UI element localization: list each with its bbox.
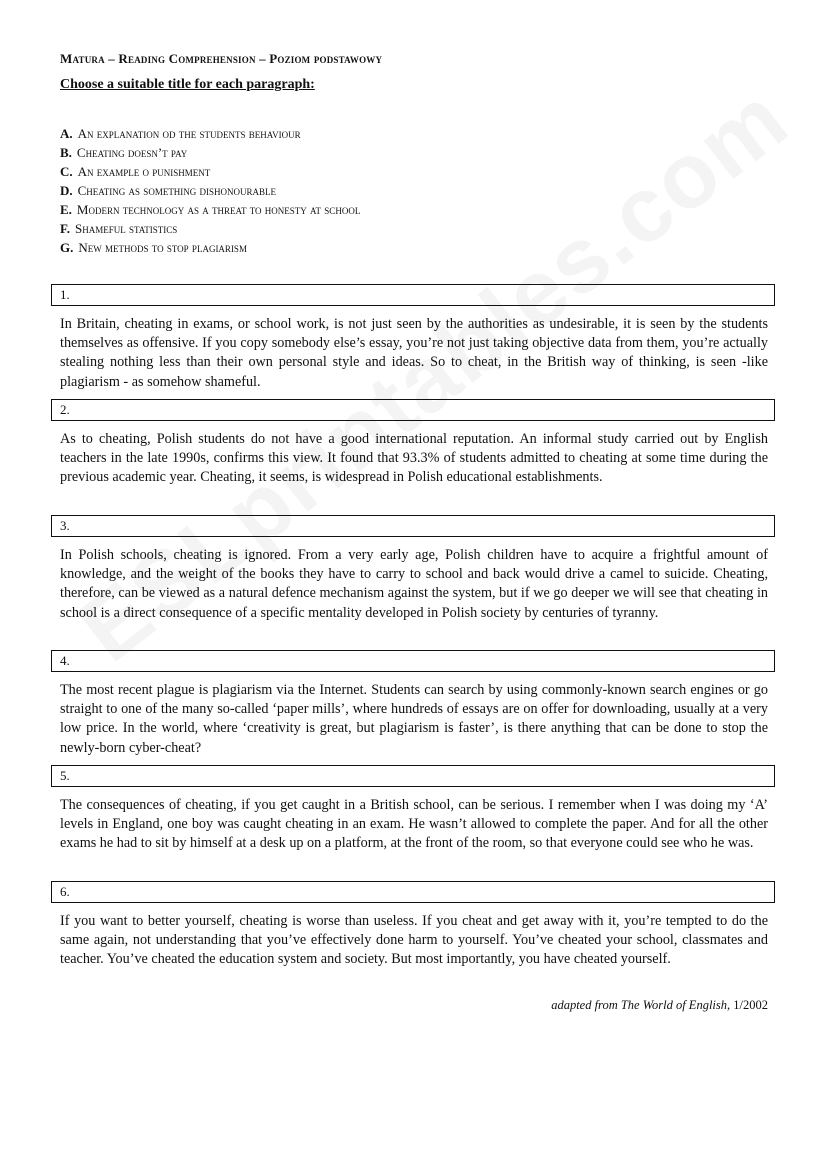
option-text: An explanation od the students behaviour (77, 126, 301, 141)
source-title: adapted from The World of English (551, 998, 728, 1012)
source-citation (551, 998, 768, 1013)
answer-box-4[interactable]: 4. (51, 650, 775, 672)
option-letter: A. (60, 126, 73, 141)
option-f (60, 219, 360, 238)
paragraph-1: In Britain, cheating in exams, or school work, is not just seen by the authorities as undesirable, it is seen by the students themselves as offensive. If you copy somebody else’s essay, you’re not just taking objective data from them, you’re actually stealing nothing less than their own personal style and ideas. So to cheat, in the British way of thinking, is seen -like plagiarism - as somehow shameful. (60, 316, 768, 390)
option-letter: B. (60, 145, 72, 160)
option-text: Cheating as something dishonourable (77, 183, 277, 198)
option-a (60, 124, 360, 143)
source-issue: , 1/2002 (727, 998, 768, 1012)
title-options-list (60, 124, 360, 257)
option-d (60, 181, 360, 200)
option-g (60, 238, 360, 257)
paragraph-6: If you want to better yourself, cheating is worse than useless. If you cheat and get away with it, you’re tempted to do the same again, not understanding that you’ve effectively done harm to yourself. You’ve cheated your school, classmates and teacher. You’ve cheated the education system and society. But most importantly, you have cheated yourself. (60, 913, 768, 968)
option-letter: C. (60, 164, 73, 179)
option-letter: F. (60, 221, 70, 236)
option-text: An example o punishment (77, 164, 211, 179)
option-text: Cheating doesn’t pay (76, 145, 188, 160)
answer-box-5[interactable]: 5. (51, 765, 775, 787)
option-e (60, 200, 360, 219)
answer-box-1[interactable]: 1. (51, 284, 775, 306)
option-c (60, 162, 360, 181)
instruction: Choose a suitable title for each paragraph: (60, 77, 315, 92)
answer-box-6[interactable]: 6. (51, 881, 775, 903)
option-letter: E. (60, 202, 72, 217)
option-letter: D. (60, 183, 73, 198)
option-text: Modern technology as a threat to honesty at school (76, 202, 361, 217)
paragraph-2: As to cheating, Polish students do not have a good international reputation. An informal study carried out by English teachers in the late 1990s, confirms this view. It found that 93.3% of students admitted to cheating at some time during the previous academic year. Cheating, it seems, is widespread in Polish educational establishments. (60, 431, 768, 486)
option-b (60, 143, 360, 162)
option-text: New methods to stop plagiarism (78, 240, 247, 255)
answer-box-3[interactable]: 3. (51, 515, 775, 537)
option-letter: G. (60, 240, 74, 255)
paragraph-5: The consequences of cheating, if you get caught in a British school, can be serious. I remember when I was doing my ‘A’ levels in England, one boy was caught cheating in an exam. He wasn’t allowed to complete the paper. And for all the other exams he had to sit by himself at a desk up on a platform, at the front of the room, so that everyone could see who he was. (60, 797, 768, 852)
page-header: Matura – Reading Comprehension – Poziom podstawowy (60, 51, 383, 66)
paragraph-3: In Polish schools, cheating is ignored. From a very early age, Polish children have to acquire a frightful amount of knowledge, and the weight of the books they have to carry to school and back would drive a camel to suicide. Cheating, therefore, can be viewed as a natural defence mechanism against the system, but if we go deeper we will see that cheating in school is a direct consequence of a specific mentality developed in Polish society by centuries of tyranny. (60, 547, 768, 621)
option-text: Shameful statistics (75, 221, 178, 236)
paragraph-4: The most recent plague is plagiarism via the Internet. Students can search by using commonly-known search engines or go straight to one of the many so-called ‘paper mills’, where hundreds of essays are on offer for downloading, usually at a very low price. In the world, where ‘creativity is great, but plagiarism is faster’, is there anything that can be done to stop the newly-born cyber-cheat? (60, 682, 768, 756)
answer-box-2[interactable]: 2. (51, 399, 775, 421)
